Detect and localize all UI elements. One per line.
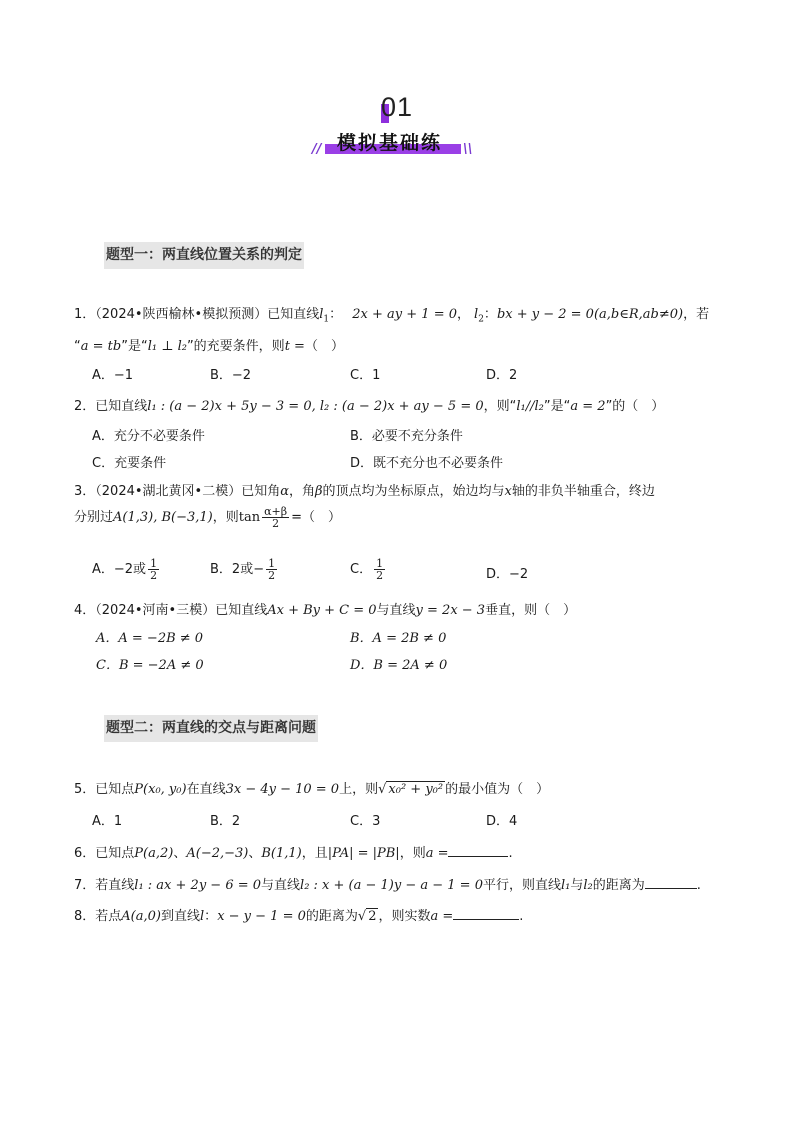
math: l₁//l₂ [516, 399, 544, 414]
math: l [200, 909, 205, 924]
question-text: =（ ） [291, 510, 342, 525]
option-c[interactable]: C．充要条件 [92, 456, 167, 471]
math-sub: 2 [478, 314, 484, 325]
math-equation: l₁ : ax + 2y − 6 = 0 [134, 878, 262, 893]
question-text: 已知直线 [215, 603, 268, 618]
math-points: A(1,3), B(−3,1) [113, 510, 213, 525]
question-text: . [519, 909, 524, 924]
math: tan [238, 510, 261, 525]
math-point: P(x₀, y₀) [134, 782, 187, 797]
question-text: 与直线 [261, 878, 301, 893]
question-text: 已知直线 [267, 307, 320, 322]
math-equation: Ax + By + C = 0 [267, 603, 377, 618]
option-b[interactable] [210, 558, 279, 581]
fraction [374, 558, 385, 581]
question-number: 2． [74, 399, 96, 414]
question-text: ，则“ [483, 399, 517, 414]
question-text: 轴的非负半轴重合，终边 [511, 484, 655, 499]
question-1-line-2 [74, 335, 344, 354]
question-text: ，若 [683, 307, 710, 322]
math: l₂ [583, 878, 593, 893]
math-sqrt-expression: 2 [368, 909, 377, 924]
fraction-numerator: 1 [376, 557, 384, 570]
option-a[interactable] [92, 558, 161, 581]
math: x [504, 484, 512, 499]
question-1-line-1 [74, 303, 709, 325]
question-8-line-1: 8．若点A(a,0)到直线l：x − y − 1 = 0的距离为√ 2 ，则实数a = . [74, 909, 524, 924]
option-a[interactable]: A．充分不必要条件 [92, 429, 205, 444]
option-d[interactable]: D．B = 2A ≠ 0 [350, 658, 448, 673]
option-b[interactable]: B．2 [210, 814, 241, 829]
math-equation: 2x + ay + 1 = 0 [352, 307, 457, 322]
fraction-numerator: 1 [150, 557, 158, 570]
fraction-denominator: 2 [376, 569, 384, 582]
question-3-line-2 [74, 506, 341, 529]
question-number: 5． [74, 782, 96, 797]
fraction [266, 558, 277, 581]
question-text: 的最小值为（ ） [445, 782, 550, 797]
question-5-line-1: 5．已知点P(x₀, y₀)在直线3x − 4y − 10 = 0上，则√ x₀² + y₀² 的最小值为（ ） [74, 782, 550, 797]
math: a = [425, 846, 449, 861]
question-text: ”的（ ） [605, 399, 665, 414]
header-title: 模拟基础练 [337, 132, 443, 154]
option-a[interactable]: A．A = −2B ≠ 0 [96, 631, 204, 646]
fraction-denominator: 2 [268, 569, 276, 582]
question-4-line-1 [74, 599, 576, 618]
question-text: ”是“ [121, 339, 148, 354]
option-b[interactable]: B．必要不充分条件 [350, 429, 463, 444]
math-equation: x − y − 1 = 0 [217, 909, 306, 924]
header-slash-right: \\ [463, 142, 473, 157]
math: − [253, 562, 265, 577]
math-condition: (a,b∈R,ab≠0) [593, 307, 684, 322]
math: t = [284, 339, 305, 354]
fraction [148, 558, 159, 581]
math: a = tb [80, 339, 122, 354]
answer-blank[interactable] [453, 919, 519, 920]
question-text: 已知点 [95, 782, 135, 797]
question-text: ”的充要条件，则 [186, 339, 285, 354]
math: l₁ ⊥ l₂ [147, 339, 187, 354]
question-text: . [508, 846, 513, 861]
question-source: （2024•陕西榆林•模拟预测） [95, 307, 268, 322]
question-text: ： [483, 307, 497, 322]
question-text: 垂直，则（ ） [485, 603, 577, 618]
question-text: ： [329, 307, 343, 322]
option-d[interactable]: D．4 [486, 814, 518, 829]
fraction-denominator: 2 [272, 517, 280, 530]
question-text: 已知直线 [95, 399, 148, 414]
question-number: 4． [74, 603, 96, 618]
question-source: （2024•湖北黄冈•二模） [95, 484, 242, 499]
math: β [315, 484, 323, 499]
question-text: ，则 [212, 510, 239, 525]
math-equation: |PA| = |PB| [327, 846, 400, 861]
question-text: 分别过 [74, 510, 114, 525]
option-d[interactable]: D．2 [486, 368, 518, 383]
option-label: A．−2或 [92, 562, 147, 577]
math-point: P(a,2) [134, 846, 174, 861]
question-text: 的距离为 [305, 909, 358, 924]
math: a = [430, 909, 454, 924]
question-text: （ ） [304, 339, 344, 354]
math: l [474, 307, 479, 322]
question-text: ”是“ [543, 399, 571, 414]
question-text: 上，则 [339, 782, 379, 797]
header-number: 01 [380, 92, 414, 122]
question-text: 与直线 [376, 603, 416, 618]
question-text: “ [74, 339, 81, 354]
question-text: 的顶点均为坐标原点，始边均与 [322, 484, 505, 499]
question-text: . [696, 878, 701, 893]
math: l [319, 307, 324, 322]
fraction-numerator: 1 [268, 557, 276, 570]
option-label: B．2或 [210, 562, 254, 577]
question-6-line-1 [74, 842, 513, 861]
math-point: B(1,1) [261, 846, 302, 861]
question-number: 1． [74, 307, 96, 322]
question-text: 、 [248, 846, 262, 861]
question-number: 7． [74, 878, 96, 893]
question-text: 到直线 [160, 909, 200, 924]
question-7-line-1 [74, 874, 701, 893]
option-a[interactable]: A．1 [92, 814, 123, 829]
fraction-denominator: 2 [150, 569, 158, 582]
question-text: ，角 [289, 484, 316, 499]
question-text: 在直线 [186, 782, 226, 797]
answer-blank[interactable] [448, 856, 508, 857]
math: l₁ [561, 878, 571, 893]
option-c[interactable]: C．3 [350, 814, 381, 829]
question-source: （2024•河南•三模） [95, 603, 216, 618]
math-equation: y = 2x − 3 [415, 603, 486, 618]
option-label: C． [350, 562, 373, 577]
answer-blank[interactable] [645, 888, 697, 889]
math-equation: 3x − 4y − 10 = 0 [225, 782, 340, 797]
question-number: 8． [74, 909, 96, 924]
question-text: 若直线 [95, 878, 135, 893]
math-equation: bx + y − 2 = 0 [496, 307, 594, 322]
option-a[interactable]: A．−1 [92, 368, 134, 383]
math-sqrt-expression: x₀² + y₀² [388, 782, 444, 797]
question-text: 平行，则直线 [482, 878, 561, 893]
section-heading-2: 题型二：两直线的交点与距离问题 [104, 715, 318, 742]
fraction-numerator: α+β [264, 505, 288, 518]
math-equation: l₁ : (a − 2)x + 5y − 3 = 0, l₂ : (a − 2)x + ay − 5 = 0 [147, 399, 484, 414]
question-text: ， [457, 307, 471, 322]
question-text: 已知点 [95, 846, 135, 861]
question-number: 6． [74, 846, 96, 861]
header-slash-left: // [312, 142, 322, 157]
option-d[interactable]: D．−2 [486, 567, 529, 582]
question-text: 若点 [95, 909, 122, 924]
option-c[interactable]: C．1 [350, 368, 381, 383]
question-text: ，且 [301, 846, 328, 861]
question-text: 与 [570, 878, 584, 893]
question-number: 3． [74, 484, 96, 499]
section-heading-1: 题型一：两直线位置关系的判定 [104, 242, 304, 269]
option-c[interactable] [350, 558, 387, 581]
fraction [262, 506, 289, 529]
option-b[interactable]: B．A = 2B ≠ 0 [350, 631, 447, 646]
question-text: ，则 [399, 846, 426, 861]
question-text: 的距离为 [592, 878, 645, 893]
question-2-line-1 [74, 395, 664, 414]
option-b[interactable]: B．−2 [210, 368, 252, 383]
math-point: A(−2,−3) [186, 846, 249, 861]
math: a = 2 [570, 399, 606, 414]
math-equation: l₂ : x + (a − 1)y − a − 1 = 0 [300, 878, 483, 893]
question-text: 已知角 [241, 484, 281, 499]
question-3-line-1 [74, 480, 655, 499]
math-sub: 1 [323, 314, 330, 325]
math: α [280, 484, 289, 499]
option-c[interactable]: C．B = −2A ≠ 0 [96, 658, 204, 673]
math-point: A(a,0) [121, 909, 161, 924]
question-text: ： [204, 909, 218, 924]
question-text: ，则实数 [378, 909, 431, 924]
question-text: 、 [173, 846, 187, 861]
option-d[interactable]: D．既不充分也不必要条件 [350, 456, 504, 471]
